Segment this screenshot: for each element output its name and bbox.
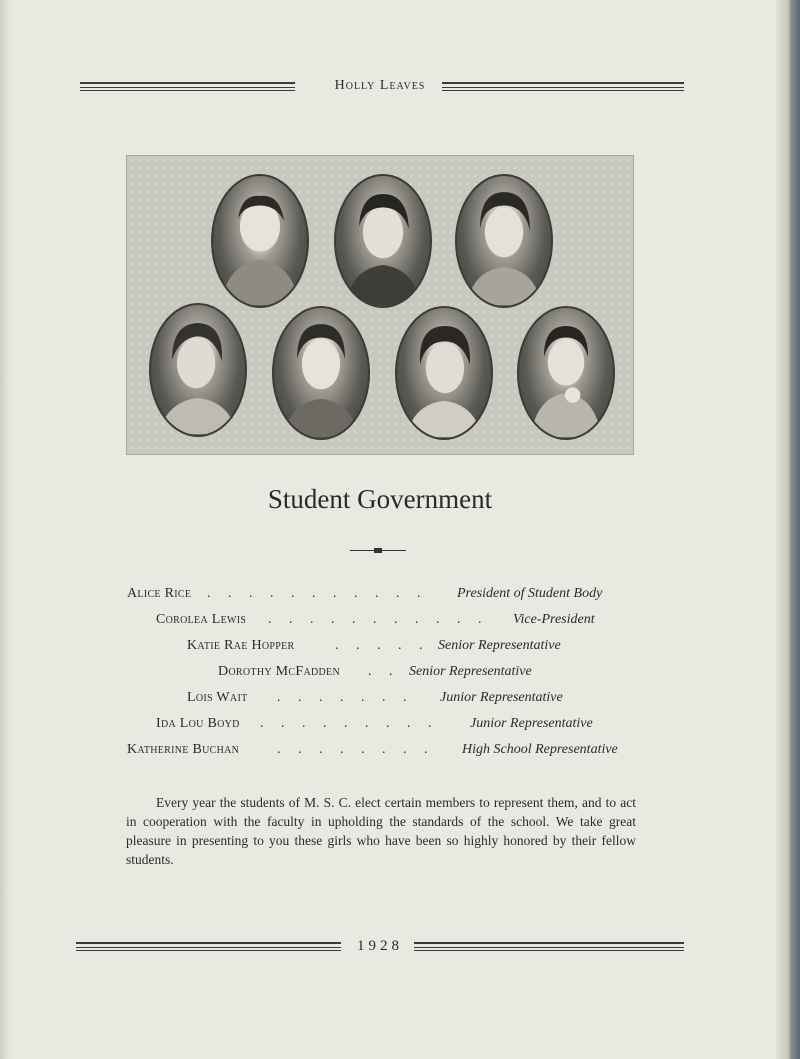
leader-dots: . . . . . . . . . . . [207, 586, 428, 601]
portrait-photo [211, 174, 309, 308]
leader-dots: . . [368, 664, 400, 679]
officer-row [187, 690, 563, 706]
officer-row [156, 716, 593, 732]
portrait-photo [334, 174, 432, 308]
leader-dots: . . . . . . . . [277, 742, 435, 757]
officer-title: High School Representative [462, 742, 618, 757]
leader-dots: . . . . . . . [277, 690, 414, 705]
section-title: Student Government [267, 484, 493, 514]
portrait-photo [395, 306, 493, 440]
officer-name: Katie Rae Hopper [187, 638, 295, 653]
book-spine-shadow [0, 0, 14, 1059]
footer-rule-right [414, 942, 684, 951]
officer-row [156, 612, 595, 628]
footer-year: 1928 [357, 938, 403, 954]
page-edge [776, 0, 800, 1059]
leader-dots: . . . . . . . . . . . [268, 612, 489, 627]
header-rule-right [442, 82, 684, 91]
officer-name: Lois Wait [187, 690, 248, 705]
officer-name: Ida Lou Boyd [156, 716, 240, 731]
portrait-photo [272, 306, 370, 440]
officer-title: Senior Representative [409, 664, 532, 679]
officer-row [187, 638, 561, 654]
officer-name: Dorothy McFadden [218, 664, 340, 679]
header-rule-left [80, 82, 295, 91]
portrait-photo [149, 303, 247, 437]
description-paragraph: Every year the students of M. S. C. elect certain members to represent them, and to act in cooperation with the faculty in upholding the standards of the school. We take great pleasure in presenting to you these girls who have been so highly honored by their fellow students. [126, 795, 636, 867]
officer-title: Junior Representative [470, 716, 593, 731]
portrait-photo [455, 174, 553, 308]
leader-dots: . . . . . . . . . [260, 716, 439, 731]
officer-name: Corolea Lewis [156, 612, 247, 627]
running-header: Holly Leaves [334, 78, 426, 93]
officer-name: Katherine Buchan [127, 742, 240, 757]
portrait-photo [517, 306, 615, 440]
officer-row [127, 586, 603, 602]
title-ornament [350, 548, 406, 554]
officer-title: Senior Representative [438, 638, 561, 653]
officer-title: Vice-President [513, 612, 595, 627]
footer-rule-left [76, 942, 341, 951]
leader-dots: . . . . . [335, 638, 430, 653]
officer-row [218, 664, 532, 680]
officer-title: President of Student Body [457, 586, 603, 601]
officer-name: Alice Rice [127, 586, 192, 601]
officer-row [127, 742, 618, 758]
officer-title: Junior Representative [440, 690, 563, 705]
portrait-panel [126, 155, 634, 455]
